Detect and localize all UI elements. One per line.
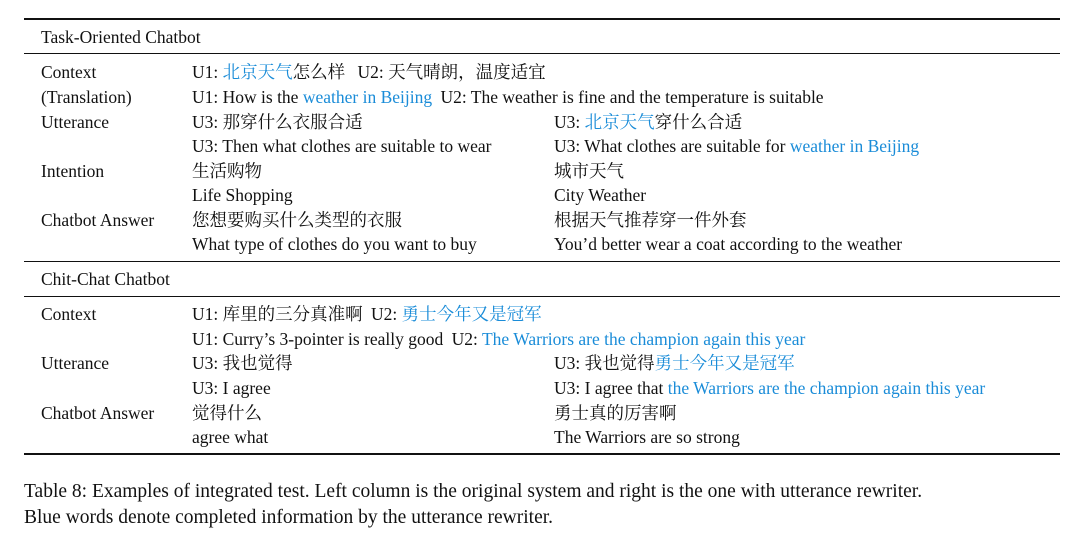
u2-en-completed-info: The Warriors are the champion again this year bbox=[481, 329, 806, 349]
chitchat-answer-right-zh: 勇士真的厉害啊 bbox=[554, 403, 677, 423]
chitchat-answer-left-en: agree what bbox=[192, 427, 269, 447]
u2-en-text: U2: The weather is fine and the temperature is suitable bbox=[440, 87, 824, 107]
utterance-right-completed-info: 北京天气 bbox=[584, 112, 655, 132]
answer-left-en: What type of clothes do you want to buy bbox=[192, 234, 477, 254]
chitchat-answer-left-zh: 觉得什么 bbox=[192, 403, 262, 423]
u2-prefix: U2: bbox=[357, 62, 389, 82]
chitchat-context-zh bbox=[192, 304, 542, 324]
chitchat-utterance-left-en: U3: I agree bbox=[192, 378, 271, 398]
utterance-right-en-prefix: U3: What clothes are suitable for bbox=[554, 136, 790, 156]
table-top-rule bbox=[24, 18, 1060, 20]
utterance-right-rest: 穿什么合适 bbox=[654, 112, 743, 132]
chitchat-utterance-right-zh bbox=[554, 353, 795, 373]
row-label-chatbot-answer: Chatbot Answer bbox=[41, 403, 155, 423]
answer-right-en: You’d better wear a coat according to the weather bbox=[554, 234, 903, 254]
row-label-chatbot-answer: Chatbot Answer bbox=[41, 210, 155, 230]
u1-en-text: U1: Curry’s 3-pointer is really good bbox=[192, 329, 444, 349]
section-title-chit-chat: Chit-Chat Chatbot bbox=[41, 269, 170, 289]
section-rule bbox=[24, 53, 1060, 54]
section-rule bbox=[24, 261, 1060, 262]
intention-left-en: Life Shopping bbox=[192, 185, 293, 205]
row-label-translation: (Translation) bbox=[41, 87, 132, 107]
u1-text: U1: 库里的三分真准啊 bbox=[192, 304, 363, 324]
row-label-utterance: Utterance bbox=[41, 353, 110, 373]
table-bottom-rule bbox=[24, 453, 1060, 455]
intention-right-zh: 城市天气 bbox=[554, 161, 624, 181]
u2-en-prefix: U2: bbox=[451, 329, 482, 349]
intention-right-en: City Weather bbox=[554, 185, 647, 205]
u2-text: 天气晴朗，温度适宜 bbox=[388, 62, 546, 82]
chitchat-utterance-left-zh: U3: 我也觉得 bbox=[192, 353, 293, 373]
section-rule bbox=[24, 296, 1060, 297]
utterance-right-en-completed-info: weather in Beijing bbox=[789, 136, 920, 156]
utterance-right-completed-info: 勇士今年又是冠军 bbox=[654, 353, 795, 373]
u1-en-prefix: U1: How is the bbox=[192, 87, 303, 107]
row-label-intention: Intention bbox=[41, 161, 105, 181]
utterance-right-en bbox=[554, 136, 919, 156]
utterance-right-en-prefix: U3: I agree that bbox=[554, 378, 668, 398]
table-caption-line-2: Blue words denote completed information by the utterance rewriter. bbox=[24, 507, 554, 528]
context-line-en bbox=[192, 87, 824, 107]
table-caption-line-1: Table 8: Examples of integrated test. Left column is the original system and right is the one with utterance rewriter. bbox=[24, 481, 923, 502]
row-label-context: Context bbox=[41, 304, 97, 324]
u2-prefix: U2: bbox=[371, 304, 402, 324]
u1-prefix: U1: bbox=[192, 62, 223, 82]
u1-rest: 怎么样 bbox=[292, 62, 346, 82]
utterance-left-zh: U3: 那穿什么衣服合适 bbox=[192, 112, 363, 132]
utterance-right-zh bbox=[554, 112, 742, 132]
chitchat-context-en bbox=[192, 329, 805, 349]
chitchat-answer-right-en: The Warriors are so strong bbox=[554, 427, 740, 447]
intention-left-zh: 生活购物 bbox=[192, 161, 262, 181]
utterance-left-en: U3: Then what clothes are suitable to wear bbox=[192, 136, 492, 156]
row-label-utterance: Utterance bbox=[41, 112, 110, 132]
answer-left-zh: 您想要购买什么类型的衣服 bbox=[192, 210, 402, 230]
utterance-right-prefix: U3: 我也觉得 bbox=[554, 353, 655, 373]
u1-en-completed-info: weather in Beijing bbox=[302, 87, 433, 107]
utterance-right-en-completed-info: the Warriors are the champion again this year bbox=[667, 378, 986, 398]
u1-completed-info: 北京天气 bbox=[222, 62, 293, 82]
utterance-right-prefix: U3: bbox=[554, 112, 585, 132]
context-line-zh bbox=[192, 62, 546, 82]
section-title-task-oriented: Task-Oriented Chatbot bbox=[41, 27, 201, 47]
row-label-context: Context bbox=[41, 62, 97, 82]
answer-right-zh: 根据天气推荐穿一件外套 bbox=[554, 210, 747, 230]
u2-completed-info: 勇士今年又是冠军 bbox=[401, 304, 542, 324]
chitchat-utterance-right-en bbox=[554, 378, 985, 398]
